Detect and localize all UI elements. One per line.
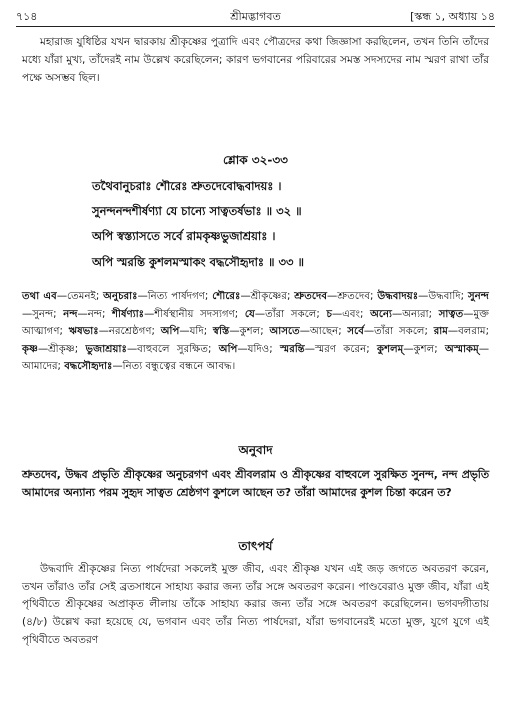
synonym-meaning: কুশল;: [413, 343, 446, 355]
synonym-meaning: বলরাম;: [458, 326, 490, 337]
synonym-dash: —: [299, 326, 310, 337]
synonym-term: শৌরেঃ: [212, 291, 241, 302]
synonym-term: রাম: [433, 326, 448, 337]
synonym-term: কৃষ্ণ: [22, 343, 38, 355]
synonym-dash: —: [304, 343, 315, 355]
synonym-meaning: স্মরণ করেন;: [314, 343, 377, 355]
synonym-dash: —: [392, 308, 403, 320]
synonym-term: অস্মাকম্: [445, 343, 479, 355]
header-rule: [16, 26, 495, 27]
synonym-meaning: নিত্য বন্ধুত্বের বন্ধনে আবদ্ধ।: [122, 361, 236, 372]
synonyms-paragraph: [22, 288, 489, 376]
synonym-meaning: কুশল;: [239, 326, 270, 337]
verse-line-2: সুনন্দনন্দশীর্ষণ্যা যে চান্যে সাত্বতর্ষভাঃ ॥ ৩২ ॥: [92, 204, 302, 218]
intro-paragraph: মহারাজ যুধিষ্ঠির যখন দ্বারকায় শ্রীকৃষ্ণের পুত্রাদি এবং পৌত্রদের কথা জিজ্ঞাসা করছিলেন, তখন তিনি তাঁদের মধ্যে যাঁরা মুখ্য, তাঁদেরই নাম উল্লেখ করেছিলেন; কারণ ভগবানের পরিবারের সমস্ত সদস্যদের নাম স্মরণ রাখা তাঁর পক্ষে অসম্ভব ছিল।: [22, 36, 489, 84]
translation-heading: অনুবাদ: [238, 443, 273, 457]
synonym-dash: —: [137, 291, 148, 302]
synonym-meaning: উদ্ধবাদি;: [428, 291, 468, 302]
synonym-term: ঋষভাঃ: [68, 326, 99, 337]
synonym-dash: —: [237, 343, 248, 355]
synonym-dash: —: [478, 343, 489, 355]
synonym-term: নন্দ: [63, 308, 78, 320]
synonym-dash: —: [37, 343, 49, 355]
synonym-dash: —: [240, 291, 251, 302]
synonym-dash: —: [447, 326, 459, 337]
synonym-term: যে: [244, 308, 255, 320]
synonym-term: সাত্বত: [438, 308, 464, 320]
synonym-dash: —: [22, 308, 33, 320]
verse-line-3: অপি স্বস্ত্যাসতে সর্বে রামকৃষ্ণভুজাশ্রয়াঃ ।: [92, 229, 276, 243]
synonym-term: সুনন্দ: [467, 291, 489, 302]
synonym-meaning: সুনন্দ;: [32, 308, 64, 320]
synonym-dash: —: [229, 326, 240, 337]
synonym-term: স্বস্তি: [212, 326, 230, 337]
synonym-meaning: শ্রুতদেব;: [337, 291, 378, 302]
section-reference: [স্কন্ধ ১, অধ্যায় ১৪: [410, 10, 495, 23]
synonym-meaning: নন্দ;: [87, 308, 113, 320]
synonym-dash: —: [77, 308, 88, 320]
synonym-meaning: অন্যরা;: [402, 308, 439, 320]
synonym-dash: —: [403, 343, 414, 355]
synonym-term: তথা এব: [22, 291, 57, 302]
synonym-meaning: শ্রীকৃষ্ণের;: [250, 291, 295, 302]
synonym-meaning: আছেন;: [309, 326, 348, 337]
page-header: [16, 8, 495, 26]
synonym-term: উদ্ধবাদয়ঃ: [377, 291, 419, 302]
page-number: ৭১৪: [16, 10, 38, 23]
shloka-heading: শ্লোক ৩২-৩৩: [223, 153, 288, 167]
synonym-dash: —: [418, 291, 429, 302]
synonym-dash: —: [327, 291, 338, 302]
synonym-dash: —: [463, 308, 474, 320]
synonym-dash: —: [56, 291, 68, 302]
synonym-meaning: তাঁরা সকলে;: [265, 308, 327, 320]
synonym-term: আসতে: [269, 326, 300, 337]
synonym-term: ভুজাশ্রয়াঃ: [85, 343, 127, 355]
synonym-dash: —: [331, 308, 343, 320]
purport-heading: তাৎপর্য: [238, 539, 273, 553]
synonym-term: অপি: [160, 326, 180, 337]
synonym-meaning: মুক্ত আত্মাগণ;: [22, 308, 490, 337]
synonym-meaning: শ্রীকৃষ্ণ;: [48, 343, 86, 355]
verse-line-4: অপি স্মরন্তি কুশলমস্মাকং বদ্ধসৌহৃদাঃ ॥ ৩৩ ॥: [92, 255, 305, 269]
verse-line-1: তথৈবানুচরাঃ শৌরেঃ শ্রুতদেবোদ্ধবাদয়ঃ ।: [92, 179, 282, 193]
book-title: শ্রীমদ্ভাগবত: [230, 10, 281, 23]
synonym-dash: —: [179, 326, 190, 337]
synonym-meaning: আমাদের;: [22, 361, 65, 372]
synonym-term: স্মরন্তি: [280, 343, 305, 355]
synonym-meaning: শীর্ষস্থানীয় সদস্যগণ;: [154, 308, 245, 320]
synonym-dash: —: [126, 343, 138, 355]
synonym-meaning: বাহুবলে সুরক্ষিত;: [137, 343, 219, 355]
synonym-dash: —: [144, 308, 155, 320]
synonym-dash: —: [254, 308, 266, 320]
synonym-meaning: তাঁরা সকলে;: [374, 326, 434, 337]
translation-paragraph: শ্রুতদেব, উদ্ধব প্রভৃতি শ্রীকৃষ্ণের অনুচরগণ এবং শ্রীবলরাম ও শ্রীকৃষ্ণের বাহুবলে সুরক্ষিত সুনন্দ, নন্দ প্রভৃতি আমাদের অন্যান্য পরম সুহৃদ সাত্বত শ্রেষ্ঠগণ কুশলে আছেন ত? তাঁরা আমাদের কুশল চিন্তা করেন ত?: [22, 468, 489, 499]
synonym-dash: —: [363, 326, 375, 337]
synonym-meaning: যদি;: [189, 326, 213, 337]
synonym-dash: —: [112, 361, 123, 372]
synonym-meaning: নিত্য পার্ষদগণ;: [147, 291, 213, 302]
synonym-term: অপি: [218, 343, 238, 355]
synonym-term: শীর্ষণ্যাঃ: [112, 308, 145, 320]
synonym-term: বদ্ধসৌহৃদাঃ: [64, 361, 113, 372]
synonym-meaning: নরশ্রেষ্ঠগণ;: [108, 326, 161, 337]
synonym-term: কুশলম্: [376, 343, 404, 355]
synonym-term: চ: [326, 308, 332, 320]
synonym-term: সর্বে: [347, 326, 364, 337]
synonym-meaning: এবং;: [342, 308, 371, 320]
synonym-term: অন্যে: [370, 308, 393, 320]
synonym-meaning: যদিও;: [247, 343, 281, 355]
synonym-term: শ্রুতদেব: [294, 291, 328, 302]
synonym-dash: —: [98, 326, 109, 337]
synonym-meaning: তেমনই;: [67, 291, 104, 302]
purport-paragraph: উদ্ধবাদি শ্রীকৃষ্ণের নিত্য পার্ষদেরা সকলেই মুক্ত জীব, এবং শ্রীকৃষ্ণ যখন এই জড় জগতে অবতরণ করেন, তখন তাঁরাও তাঁর সেই ব্রতসাধনে সাহায্য করার জন্য তাঁর সঙ্গে অবতরণ করেন। পাণ্ডবেরাও মুক্ত জীব, যাঁরা এই পৃথিবীতে শ্রীকৃষ্ণের অপ্রাকৃত লীলায় তাঁকে সাহায্য করার জন্য তাঁর সঙ্গে অবতরণ করেছিলেন। ভগবদ্গীতায় (৪/৮) উল্লেখ করা হয়েছে যে, ভগবান এবং তাঁর নিত্য পার্ষদেরা, যাঁরা ভগবানেরই মতো মুক্ত, যুগে যুগে এই পৃথিবীতে অবতরণ: [22, 563, 489, 646]
synonym-term: অনুচরাঃ: [103, 291, 138, 302]
